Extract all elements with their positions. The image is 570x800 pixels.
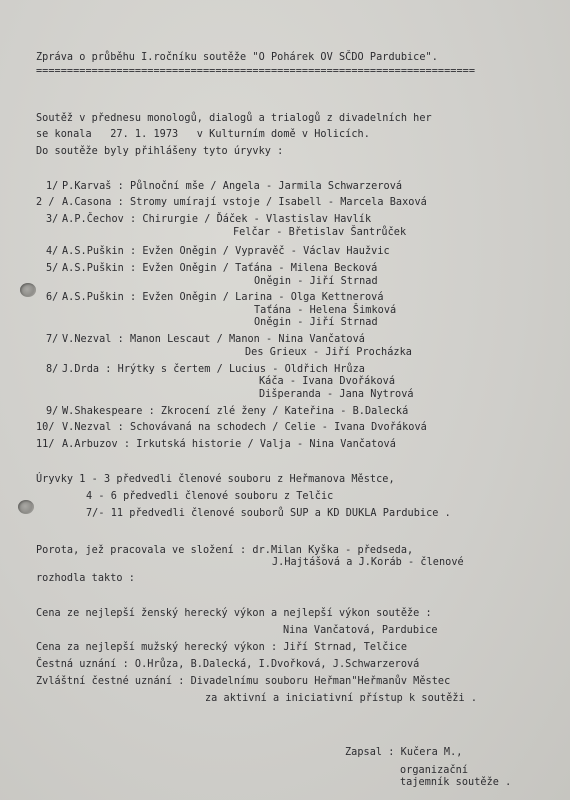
entry-number: 10/ — [36, 422, 55, 433]
entry-text: A.S.Puškin : Evžen Oněgin / Vypravěč - Václav Haužvic — [62, 246, 390, 257]
entry-number: 5/ — [46, 263, 59, 274]
group-line: 7/- 11 předvedli členové souborů SUP a KD DUKLA Pardubice . — [86, 508, 451, 519]
entry-text: Dišperanda - Jana Nytrová — [259, 389, 414, 400]
group-line: 4 - 6 předvedli členové souboru z Telčic — [86, 491, 334, 502]
jury-line: rozhodla takto : — [36, 573, 135, 584]
entry-number: 6/ — [46, 292, 59, 303]
punch-hole-bottom — [18, 500, 34, 514]
jury-line: J.Hajtášová a J.Koráb - členové — [272, 557, 464, 568]
entry-number: 3/ — [46, 214, 59, 225]
entry-text: A.P.Čechov : Chirurgie / Ďáček - Vlastislav Havlík — [62, 214, 372, 225]
entry-text: A.Arbuzov : Irkutská historie / Valja - Nina Vančatová — [62, 439, 396, 450]
signature-line: Zapsal : Kučera M., — [345, 747, 463, 758]
award-line: Nina Vančatová, Pardubice — [283, 625, 438, 636]
entry-number: 11/ — [36, 439, 55, 450]
entry-text: Taťána - Helena Šimková — [254, 305, 397, 316]
punch-hole-top — [20, 283, 36, 297]
award-line: za aktivní a iniciativní přístup k soutěži . — [205, 693, 478, 704]
entry-text: A.S.Puškin : Evžen Oněgin / Taťána - Milena Becková — [62, 263, 378, 274]
award-line: Cena za nejlepší mužský herecký výkon : Jiří Strnad, Telčice — [36, 642, 408, 653]
award-line: Zvláštní čestné uznání : Divadelnímu souboru Heřman"Heřmanův Městec — [36, 676, 451, 687]
entry-text: J.Drda : Hrýtky s čertem / Lucius - Oldřich Hrůza — [62, 364, 365, 375]
group-line: Úryvky 1 - 3 předvedli členové souboru z Heřmanova Městce, — [36, 474, 395, 485]
entry-text: Káča - Ivana Dvořáková — [259, 376, 396, 387]
document-title: Zpráva o průběhu I.ročníku soutěže "O Pohárek OV SČDO Pardubice". — [36, 52, 438, 63]
award-line: Čestná uznání : O.Hrůza, B.Dalecká, I.Dvořková, J.Schwarzerová — [36, 659, 420, 670]
entry-number: 8/ — [46, 364, 59, 375]
entry-text: Des Grieux - Jiří Procházka — [245, 347, 412, 358]
signature-line: organizační — [400, 765, 469, 776]
entry-text: V.Nezval : Manon Lescaut / Manon - Nina Vančatová — [62, 334, 365, 345]
intro-line: se konala 27. 1. 1973 v Kulturním domě v Holicích. — [36, 129, 370, 140]
entry-text: Oněgin - Jiří Strnad — [254, 317, 378, 328]
entry-text: V.Nezval : Schovávaná na schodech / Celie - Ivana Dvořáková — [62, 422, 427, 433]
entry-number: 9/ — [46, 406, 59, 417]
entry-text: Felčar - Břetislav Šantrůček — [233, 227, 407, 238]
signature-line: tajemník soutěže . — [400, 777, 512, 788]
jury-line: Porota, jež pracovala ve složení : dr.Milan Kyška - předseda, — [36, 545, 414, 556]
entry-text: W.Shakespeare : Zkrocení zlé ženy / Kateřina - B.Dalecká — [62, 406, 409, 417]
entry-number: 1/ — [46, 181, 59, 192]
entry-text: A.S.Puškin : Evžen Oněgin / Larina - Olga Kettnerová — [62, 292, 384, 303]
entry-number: 4/ — [46, 246, 59, 257]
entry-text: Oněgin - Jiří Strnad — [254, 276, 378, 287]
entry-text: P.Karvaš : Půlnoční mše / Angela - Jarmila Schwarzerová — [62, 181, 403, 192]
intro-line: Soutěž v přednesu monologů, dialogů a trialogů z divadelních her — [36, 113, 432, 124]
entry-text: A.Casona : Stromy umírají vstoje / Isabell - Marcela Baxová — [62, 197, 427, 208]
award-line: Cena ze nejlepší ženský herecký výkon a nejlepší výkon soutěže : — [36, 608, 432, 619]
intro-line: Do soutěže byly přihlášeny tyto úryvky : — [36, 146, 284, 157]
entry-number: 2 / — [36, 197, 55, 208]
title-underline: ======================================================================= — [36, 66, 476, 77]
entry-number: 7/ — [46, 334, 59, 345]
